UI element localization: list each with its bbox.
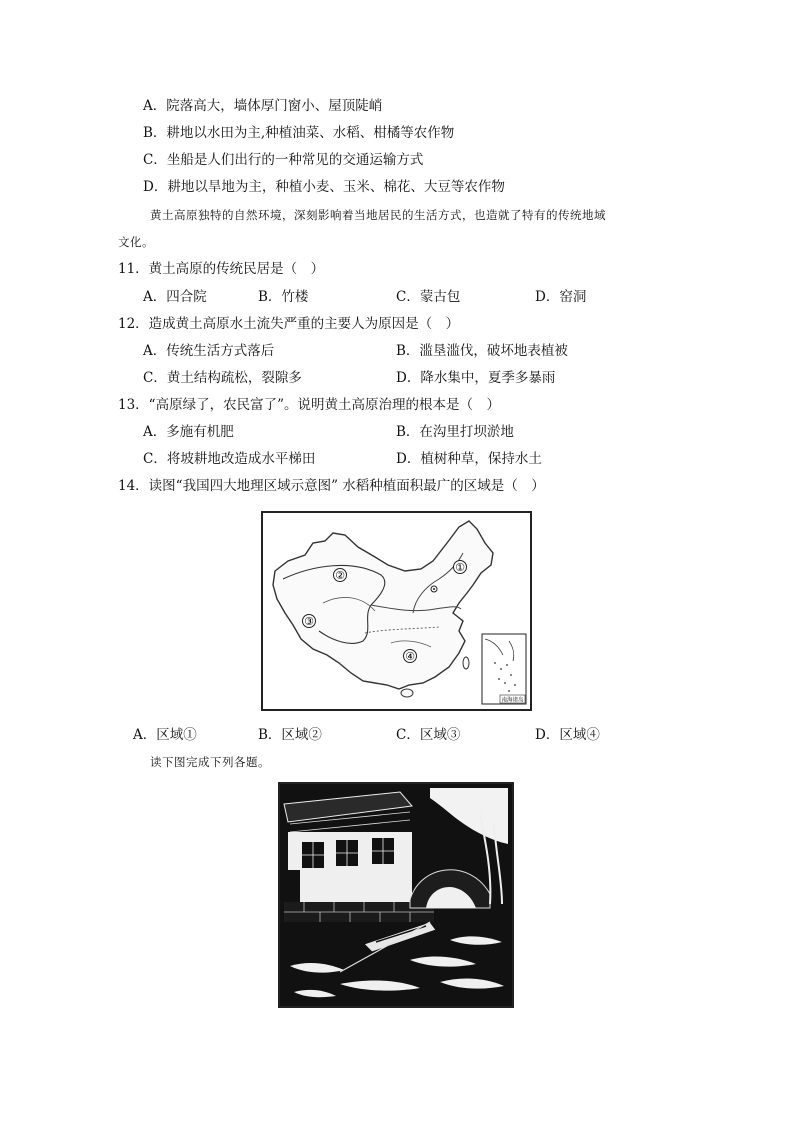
q13-option-a: A．多施有机肥 — [143, 424, 234, 440]
q13-stem: 13．“高原绿了，农民富了”。说明黄土高原治理的根本是（ ） — [118, 397, 500, 413]
q11-option-c: C．蒙古包 — [396, 289, 461, 305]
q13-option-c: C．将坡耕地改造成水平梯田 — [143, 451, 316, 467]
region-2-label: ② — [335, 569, 345, 582]
q12-stem: 12．造成黄土高原水土流失严重的主要人为原因是（ ） — [118, 316, 460, 332]
q13-option-b: B．在沟里打坝淤地 — [396, 424, 514, 440]
south-china-sea-inset — [482, 634, 526, 704]
region-1-label: ① — [455, 561, 465, 574]
q14-option-d: D．区域④ — [535, 727, 600, 743]
read-prompt: 读下图完成下列各题。 — [150, 755, 270, 769]
q12-option-c: C．黄土结构疏松，裂隙多 — [143, 370, 302, 386]
region-4-label: ④ — [405, 650, 415, 663]
q11-option-a: A．四合院 — [143, 289, 207, 305]
q12-option-b: B．滥垦滥伐，破坏地表植被 — [396, 343, 568, 359]
q12-option-a: A．传统生活方式落后 — [143, 343, 275, 359]
china-regions-map — [261, 511, 532, 711]
water-town-illustration — [278, 782, 514, 1008]
region-3-label: ③ — [304, 615, 314, 628]
prev-option-b: B．耕地以水田为主,种植油菜、水稻、柑橘等农作物 — [143, 125, 455, 141]
q14-option-b: B．区域② — [258, 727, 322, 743]
q11-option-d: D．窑洞 — [535, 289, 587, 305]
q11-stem: 11．黄土高原的传统民居是（ ） — [118, 261, 325, 277]
prev-option-c: C．坐船是人们出行的一种常见的交通运输方式 — [143, 152, 424, 168]
inset-label: 南海诸岛 — [501, 697, 524, 704]
q12-option-d: D．降水集中，夏季多暴雨 — [396, 370, 556, 386]
q11-option-b: B．竹楼 — [258, 289, 309, 305]
china-map-drawing — [263, 513, 530, 709]
intro-text-line2: 文化。 — [118, 235, 154, 249]
prev-option-d: D．耕地以旱地为主，种植小麦、玉米、棉花、大豆等农作物 — [143, 179, 505, 195]
q14-option-c: C．区域③ — [396, 727, 461, 743]
prev-option-a: A．院落高大，墙体厚门窗小、屋顶陡峭 — [143, 98, 383, 114]
q14-option-a: A．区域① — [133, 727, 197, 743]
water-town-drawing — [280, 784, 512, 1006]
intro-text-line1: 黄土高原独特的自然环境，深刻影响着当地居民的生活方式，也造就了特有的传统地域 — [150, 208, 606, 222]
q14-stem: 14．读图“我国四大地理区域示意图” 水稻种植面积最广的区域是（ ） — [118, 478, 545, 494]
q13-option-d: D．植树种草，保持水土 — [396, 451, 542, 467]
